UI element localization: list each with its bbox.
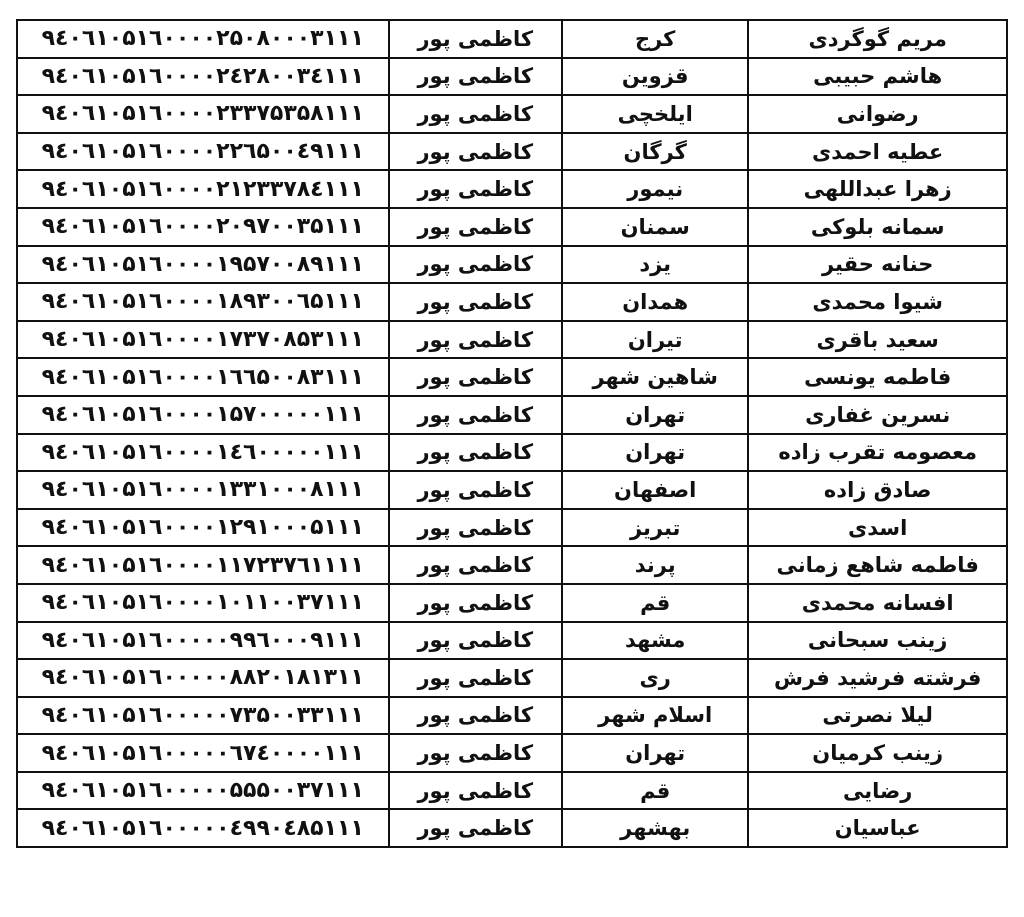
table-row: [17, 396, 1007, 434]
table-row: [17, 246, 1007, 284]
person-cell: کاظمی پور: [389, 584, 563, 622]
name-cell: هاشم حبیبی: [748, 58, 1007, 96]
person-cell: کاظمی پور: [389, 697, 563, 735]
person-cell: کاظمی پور: [389, 358, 563, 396]
name-cell: فرشته فرشید فرش: [748, 659, 1007, 697]
city-cell: تیران: [562, 321, 748, 359]
person-cell: کاظمی پور: [389, 772, 563, 810]
code-cell: ۹٤۰٦۱۰۵۱٦۰۰۰۰۰۵۵۵۰۰۳۷۱۱۱: [17, 772, 389, 810]
name-cell: شیوا محمدی: [748, 283, 1007, 321]
person-cell: کاظمی پور: [389, 58, 563, 96]
name-cell: افسانه محمدی: [748, 584, 1007, 622]
table-row: [17, 546, 1007, 584]
person-cell: کاظمی پور: [389, 20, 563, 58]
person-cell: کاظمی پور: [389, 396, 563, 434]
table-row: [17, 358, 1007, 396]
code-cell: ۹٤۰٦۱۰۵۱٦۰۰۰۰۲۲٦۵۰۰٤۹۱۱۱: [17, 133, 389, 171]
person-cell: کاظمی پور: [389, 321, 563, 359]
table-row: [17, 133, 1007, 171]
city-cell: گرگان: [562, 133, 748, 171]
city-cell: قم: [562, 584, 748, 622]
table-row: [17, 20, 1007, 58]
person-cell: کاظمی پور: [389, 809, 563, 847]
code-cell: ۹٤۰٦۱۰۵۱٦۰۰۰۰۱۹۵۷۰۰۸۹۱۱۱: [17, 246, 389, 284]
name-cell: صادق زاده: [748, 471, 1007, 509]
city-cell: قم: [562, 772, 748, 810]
city-cell: سمنان: [562, 208, 748, 246]
code-cell: ۹٤۰٦۱۰۵۱٦۰۰۰۰۱۱۷۲۳۷٦۱۱۱۱: [17, 546, 389, 584]
table-row: [17, 584, 1007, 622]
table-row: [17, 659, 1007, 697]
name-cell: فاطمه یونسی: [748, 358, 1007, 396]
code-cell: ۹٤۰٦۱۰۵۱٦۰۰۰۰۱۷۳۷۰۸۵۳۱۱۱: [17, 321, 389, 359]
name-cell: عباسیان: [748, 809, 1007, 847]
name-cell: مریم گوگردی: [748, 20, 1007, 58]
city-cell: نیمور: [562, 170, 748, 208]
code-cell: ۹٤۰٦۱۰۵۱٦۰۰۰۰۲۳۳۷۵۳۵۸۱۱۱: [17, 95, 389, 133]
city-cell: ایلخچی: [562, 95, 748, 133]
person-cell: کاظمی پور: [389, 208, 563, 246]
person-cell: کاظمی پور: [389, 434, 563, 472]
table-row: [17, 321, 1007, 359]
table-row: [17, 95, 1007, 133]
table-row: [17, 434, 1007, 472]
name-cell: زینب سبحانی: [748, 622, 1007, 660]
person-cell: کاظمی پور: [389, 95, 563, 133]
name-cell: اسدی: [748, 509, 1007, 547]
table-row: [17, 471, 1007, 509]
name-cell: زینب کرمیان: [748, 734, 1007, 772]
city-cell: تهران: [562, 396, 748, 434]
code-cell: ۹٤۰٦۱۰۵۱٦۰۰۰۰۲۱۲۳۳۷۸٤۱۱۱: [17, 170, 389, 208]
person-cell: کاظمی پور: [389, 283, 563, 321]
code-cell: ۹٤۰٦۱۰۵۱٦۰۰۰۰۱۲۹۱۰۰۰۵۱۱۱: [17, 509, 389, 547]
city-cell: شاهین شهر: [562, 358, 748, 396]
name-cell: معصومه تقرب زاده: [748, 434, 1007, 472]
city-cell: همدان: [562, 283, 748, 321]
city-cell: اسلام شهر: [562, 697, 748, 735]
city-cell: قزوین: [562, 58, 748, 96]
code-cell: ۹٤۰٦۱۰۵۱٦۰۰۰۰۱۳۳۱۰۰۰۸۱۱۱: [17, 471, 389, 509]
code-cell: ۹٤۰٦۱۰۵۱٦۰۰۰۰۲۰۹۷۰۰۳۵۱۱۱: [17, 208, 389, 246]
name-cell: سمانه بلوکی: [748, 208, 1007, 246]
person-cell: کاظمی پور: [389, 734, 563, 772]
name-cell: عطیه احمدی: [748, 133, 1007, 171]
table-row: [17, 58, 1007, 96]
person-cell: کاظمی پور: [389, 471, 563, 509]
person-cell: کاظمی پور: [389, 246, 563, 284]
city-cell: تهران: [562, 734, 748, 772]
code-cell: ۹٤۰٦۱۰۵۱٦۰۰۰۰۱٦٦۵۰۰۸۳۱۱۱: [17, 358, 389, 396]
name-cell: رضوانی: [748, 95, 1007, 133]
name-cell: رضایی: [748, 772, 1007, 810]
code-cell: ۹٤۰٦۱۰۵۱٦۰۰۰۰۲۵۰۸۰۰۰۳۱۱۱: [17, 20, 389, 58]
table-row: [17, 208, 1007, 246]
person-cell: کاظمی پور: [389, 622, 563, 660]
person-cell: کاظمی پور: [389, 659, 563, 697]
table-row: [17, 170, 1007, 208]
code-cell: ۹٤۰٦۱۰۵۱٦۰۰۰۰۱۸۹۳۰۰٦۵۱۱۱: [17, 283, 389, 321]
name-cell: سعید باقری: [748, 321, 1007, 359]
records-table: [16, 19, 1008, 848]
person-cell: کاظمی پور: [389, 546, 563, 584]
table-row: [17, 622, 1007, 660]
code-cell: ۹٤۰٦۱۰۵۱٦۰۰۰۰۲٤۲۸۰۰۳٤۱۱۱: [17, 58, 389, 96]
city-cell: ری: [562, 659, 748, 697]
name-cell: نسرین غفاری: [748, 396, 1007, 434]
city-cell: تهران: [562, 434, 748, 472]
person-cell: کاظمی پور: [389, 170, 563, 208]
name-cell: فاطمه شاهع زمانی: [748, 546, 1007, 584]
table-row: [17, 697, 1007, 735]
code-cell: ۹٤۰٦۱۰۵۱٦۰۰۰۰۱۰۱۱۰۰۳۷۱۱۱: [17, 584, 389, 622]
code-cell: ۹٤۰٦۱۰۵۱٦۰۰۰۰۱۵۷۰۰۰۰۰۱۱۱: [17, 396, 389, 434]
name-cell: لیلا نصرتی: [748, 697, 1007, 735]
city-cell: اصفهان: [562, 471, 748, 509]
person-cell: کاظمی پور: [389, 509, 563, 547]
city-cell: یزد: [562, 246, 748, 284]
table-row: [17, 509, 1007, 547]
code-cell: ۹٤۰٦۱۰۵۱٦۰۰۰۰۰٦۷٤۰۰۰۰۱۱۱: [17, 734, 389, 772]
records-table-body: [17, 20, 1007, 847]
code-cell: ۹٤۰٦۱۰۵۱٦۰۰۰۰۱٤٦۰۰۰۰۰۱۱۱: [17, 434, 389, 472]
city-cell: بهشهر: [562, 809, 748, 847]
city-cell: پرند: [562, 546, 748, 584]
code-cell: ۹٤۰٦۱۰۵۱٦۰۰۰۰۰۸۸۲۰۱۸۱۳۱۱: [17, 659, 389, 697]
city-cell: تبریز: [562, 509, 748, 547]
code-cell: ۹٤۰٦۱۰۵۱٦۰۰۰۰۰۹۹٦۰۰۰۹۱۱۱: [17, 622, 389, 660]
code-cell: ۹٤۰٦۱۰۵۱٦۰۰۰۰۰۷۳۵۰۰۳۳۱۱۱: [17, 697, 389, 735]
table-row: [17, 809, 1007, 847]
name-cell: حنانه حقیر: [748, 246, 1007, 284]
table-row: [17, 734, 1007, 772]
name-cell: زهرا عبداللهی: [748, 170, 1007, 208]
person-cell: کاظمی پور: [389, 133, 563, 171]
city-cell: مشهد: [562, 622, 748, 660]
code-cell: ۹٤۰٦۱۰۵۱٦۰۰۰۰۰٤۹۹۰٤۸۵۱۱۱: [17, 809, 389, 847]
table-row: [17, 283, 1007, 321]
table-row: [17, 772, 1007, 810]
city-cell: کرج: [562, 20, 748, 58]
